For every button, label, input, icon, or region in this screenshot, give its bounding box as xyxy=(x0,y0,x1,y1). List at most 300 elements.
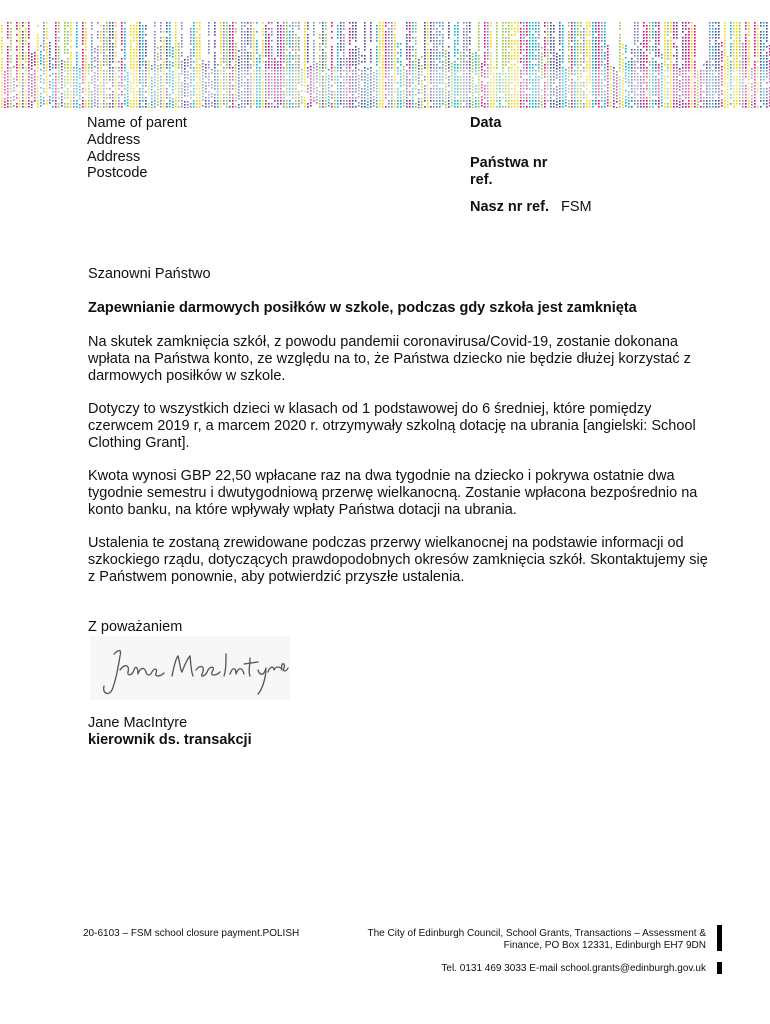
banner-dot xyxy=(529,106,531,108)
banner-dot xyxy=(40,105,42,107)
banner-dot xyxy=(139,67,141,69)
banner-dot xyxy=(37,58,39,60)
banner-dot xyxy=(622,68,624,70)
banner-dot xyxy=(343,37,345,39)
banner-dot xyxy=(139,106,141,108)
banner-dot xyxy=(496,22,498,24)
banner-dot xyxy=(388,61,390,63)
banner-dot xyxy=(1,49,3,51)
banner-dot xyxy=(268,67,270,69)
banner-dot xyxy=(571,34,573,36)
banner-dot xyxy=(298,61,300,63)
banner-dot xyxy=(91,46,93,48)
banner-dot xyxy=(511,106,513,108)
banner-dot xyxy=(343,106,345,108)
banner-dot xyxy=(577,34,579,36)
banner-dot xyxy=(67,22,69,24)
banner-dot xyxy=(268,40,270,42)
banner-dot xyxy=(232,67,234,69)
banner-dot xyxy=(646,49,648,51)
banner-dot xyxy=(409,52,411,54)
banner-dot xyxy=(337,103,339,105)
banner-dot xyxy=(178,64,180,66)
banner-dot xyxy=(265,100,267,102)
banner-dot xyxy=(337,49,339,51)
banner-dot xyxy=(577,61,579,63)
banner-dot xyxy=(277,49,279,51)
banner-dot xyxy=(535,37,537,39)
banner-dot xyxy=(283,46,285,48)
banner-dot xyxy=(46,103,48,105)
banner-dot xyxy=(559,103,561,105)
banner-dot xyxy=(649,46,651,48)
banner-dot xyxy=(262,40,264,42)
banner-dot xyxy=(484,103,486,105)
banner-dot xyxy=(343,28,345,30)
banner-dot xyxy=(304,28,306,30)
banner-dot xyxy=(232,31,234,33)
banner-dot xyxy=(502,43,504,45)
banner-dot xyxy=(655,67,657,69)
banner-dot xyxy=(667,43,669,45)
banner-dot xyxy=(169,46,171,48)
banner-dot xyxy=(448,64,450,66)
banner-dot xyxy=(475,106,477,108)
banner-dot xyxy=(250,22,252,24)
banner-dot xyxy=(646,37,648,39)
banner-dot xyxy=(247,67,249,69)
banner-dot xyxy=(604,64,606,66)
banner-dot xyxy=(70,46,72,48)
banner-dot xyxy=(592,28,594,30)
banner-dot xyxy=(145,100,147,102)
banner-dot xyxy=(286,106,288,108)
banner-dot xyxy=(169,37,171,39)
banner-dot xyxy=(667,67,669,69)
banner-dot xyxy=(664,61,666,63)
banner-dot xyxy=(664,43,666,45)
banner-dot xyxy=(601,58,603,60)
banner-dot xyxy=(250,106,252,108)
banner-dot xyxy=(538,22,540,24)
banner-dot xyxy=(205,103,207,105)
banner-dot xyxy=(598,106,600,108)
banner-dot xyxy=(478,37,480,39)
banner-dot xyxy=(250,40,252,42)
banner-dot xyxy=(478,43,480,45)
banner-dot xyxy=(559,49,561,51)
banner-dot xyxy=(70,31,72,33)
banner-dot xyxy=(583,43,585,45)
banner-dot xyxy=(256,46,258,48)
banner-dot xyxy=(409,61,411,63)
banner-dot xyxy=(367,107,369,108)
banner-dot xyxy=(73,103,75,105)
banner-dot xyxy=(58,49,60,51)
banner-dot xyxy=(76,46,78,48)
banner-dot xyxy=(181,22,183,24)
banner-dot xyxy=(343,100,345,102)
banner-dot xyxy=(574,61,576,63)
banner-dot xyxy=(175,52,177,54)
banner-dot xyxy=(325,103,327,105)
banner-dot xyxy=(634,25,636,27)
banner-dot xyxy=(406,52,408,54)
banner-dot xyxy=(235,106,237,108)
banner-dot xyxy=(475,61,477,63)
banner-dot xyxy=(406,46,408,48)
banner-dot xyxy=(505,58,507,60)
banner-dot xyxy=(562,28,564,30)
banner-dot xyxy=(538,37,540,39)
banner-dot xyxy=(25,106,27,108)
banner-dot xyxy=(460,55,462,57)
banner-dot xyxy=(130,31,132,33)
banner-dot xyxy=(199,103,201,105)
banner-dot xyxy=(229,40,231,42)
banner-dot xyxy=(238,59,240,61)
banner-dot xyxy=(76,64,78,66)
banner-dot xyxy=(190,37,192,39)
banner-dot xyxy=(91,67,93,69)
banner-dot xyxy=(421,104,423,106)
banner-dot xyxy=(139,34,141,36)
banner-dot xyxy=(193,34,195,36)
banner-dot xyxy=(139,28,141,30)
banner-dot xyxy=(493,67,495,69)
banner-dot xyxy=(553,43,555,45)
banner-dot xyxy=(463,52,465,54)
banner-dot xyxy=(373,102,375,104)
banner-dot xyxy=(508,52,510,54)
banner-dot xyxy=(181,64,183,66)
banner-dot xyxy=(70,67,72,69)
banner-dot xyxy=(634,103,636,105)
banner-dot xyxy=(196,100,198,102)
banner-dot xyxy=(70,61,72,63)
banner-dot xyxy=(658,31,660,33)
banner-dot xyxy=(508,31,510,33)
banner-dot xyxy=(667,28,669,30)
banner-dot xyxy=(310,105,312,107)
banner-dot xyxy=(286,100,288,102)
banner-dot xyxy=(28,100,30,102)
banner-dot xyxy=(667,58,669,60)
banner-dot xyxy=(469,31,471,33)
banner-dot xyxy=(511,22,513,24)
banner-dot xyxy=(169,43,171,45)
banner-dot xyxy=(109,28,111,30)
banner-dot xyxy=(469,55,471,57)
banner-dot xyxy=(520,31,522,33)
banner-dot xyxy=(568,22,570,24)
banner-dot xyxy=(133,25,135,27)
banner-dot xyxy=(322,106,324,108)
banner-dot xyxy=(295,52,297,54)
banner-dot xyxy=(37,61,39,63)
banner-dot xyxy=(196,40,198,42)
banner-dot xyxy=(580,64,582,66)
banner-dot xyxy=(427,52,429,54)
banner-dot xyxy=(181,61,183,63)
banner-dot xyxy=(271,55,273,57)
banner-dot xyxy=(394,61,396,63)
banner-dot xyxy=(526,64,528,66)
banner-dot xyxy=(37,67,39,69)
banner-dot xyxy=(541,65,543,67)
banner-dot xyxy=(574,28,576,30)
banner-dot xyxy=(250,64,252,66)
banner-dot xyxy=(304,64,306,66)
banner-dot xyxy=(196,28,198,30)
banner-dot xyxy=(250,28,252,30)
banner-dot xyxy=(196,61,198,63)
banner-dot xyxy=(409,49,411,51)
banner-dot xyxy=(280,55,282,57)
banner-dot xyxy=(607,63,609,65)
banner-dot xyxy=(550,40,552,42)
banner-dot xyxy=(571,49,573,51)
banner-dot xyxy=(424,100,426,102)
banner-dot xyxy=(475,103,477,105)
banner-dot xyxy=(22,25,24,27)
banner-dot xyxy=(109,37,111,39)
banner-dot xyxy=(376,34,378,36)
banner-dot xyxy=(1,61,3,63)
banner-dot xyxy=(289,106,291,108)
banner-dot xyxy=(121,43,123,45)
banner-dot xyxy=(76,34,78,36)
banner-dot xyxy=(280,100,282,102)
banner-dot xyxy=(193,49,195,51)
banner-dot xyxy=(37,64,39,66)
banner-dot xyxy=(634,100,636,102)
banner-dot xyxy=(118,67,120,69)
banner-dot xyxy=(550,67,552,69)
banner-dot xyxy=(136,100,138,102)
banner-dot xyxy=(475,100,477,102)
banner-dot xyxy=(388,49,390,51)
banner-dot xyxy=(355,100,357,102)
banner-dot xyxy=(430,25,432,27)
banner-dot xyxy=(181,46,183,48)
banner-dot xyxy=(445,68,447,70)
banner-dot xyxy=(286,64,288,66)
banner-dot xyxy=(214,58,216,60)
banner-dot xyxy=(544,40,546,42)
banner-dot xyxy=(247,22,249,24)
banner-dot xyxy=(484,55,486,57)
banner-dot xyxy=(142,28,144,30)
banner-dot xyxy=(64,34,66,36)
banner-dot xyxy=(340,67,342,69)
banner-dot xyxy=(322,28,324,30)
banner-dot xyxy=(667,25,669,27)
banner-dot xyxy=(82,106,84,108)
banner-dot xyxy=(169,40,171,42)
banner-dot xyxy=(670,22,672,24)
banner-dot xyxy=(262,31,264,33)
banner-dot xyxy=(142,100,144,102)
banner-dot xyxy=(307,25,309,27)
banner-dot xyxy=(10,28,12,30)
banner-dot xyxy=(355,58,357,60)
banner-dot xyxy=(523,22,525,24)
banner-dot xyxy=(370,22,372,24)
banner-dot xyxy=(361,103,363,105)
banner-dot xyxy=(163,64,165,66)
banner-dot xyxy=(229,106,231,108)
banner-dot xyxy=(544,49,546,51)
banner-dot xyxy=(67,106,69,108)
banner-dot xyxy=(124,28,126,30)
banner-dot xyxy=(568,31,570,33)
banner-dot xyxy=(220,58,222,60)
banner-dot xyxy=(64,43,66,45)
banner-dot xyxy=(220,103,222,105)
banner-dot xyxy=(523,40,525,42)
banner-dot xyxy=(49,57,51,59)
banner-dot xyxy=(43,25,45,27)
banner-dot xyxy=(181,67,183,69)
banner-dot xyxy=(343,46,345,48)
banner-dot xyxy=(325,28,327,30)
banner-dot xyxy=(121,25,123,27)
banner-dot xyxy=(166,58,168,60)
banner-dot xyxy=(448,31,450,33)
banner-dot xyxy=(1,100,3,102)
banner-dot xyxy=(304,100,306,102)
banner-dot xyxy=(436,34,438,36)
banner-dot xyxy=(640,43,642,45)
banner-dot xyxy=(130,43,132,45)
banner-dot xyxy=(637,34,639,36)
banner-dot xyxy=(91,58,93,60)
banner-dot xyxy=(589,40,591,42)
banner-dot xyxy=(322,52,324,54)
banner-dot xyxy=(550,52,552,54)
banner-dot xyxy=(574,106,576,108)
banner-dot xyxy=(343,55,345,57)
banner-dot xyxy=(226,64,228,66)
banner-dot xyxy=(457,25,459,27)
banner-dot xyxy=(289,67,291,69)
banner-dot xyxy=(16,55,18,57)
banner-dot xyxy=(205,67,207,69)
banner-dot xyxy=(85,64,87,66)
banner-dot xyxy=(601,52,603,54)
banner-dot xyxy=(406,28,408,30)
banner-dot xyxy=(445,53,447,55)
banner-dot xyxy=(58,55,60,57)
banner-dot xyxy=(436,22,438,24)
banner-dot xyxy=(454,55,456,57)
banner-dot xyxy=(565,102,567,104)
banner-dot xyxy=(544,100,546,102)
banner-dot xyxy=(556,53,558,55)
banner-dot xyxy=(253,43,255,45)
banner-dot xyxy=(421,68,423,70)
banner-dot xyxy=(646,43,648,45)
banner-dot xyxy=(7,61,9,63)
banner-dot xyxy=(85,103,87,105)
banner-dot xyxy=(67,61,69,63)
banner-dot xyxy=(379,40,381,42)
banner-dot xyxy=(109,67,111,69)
banner-dot xyxy=(208,43,210,45)
banner-dot xyxy=(16,49,18,51)
banner-dot xyxy=(226,28,228,30)
banner-dot xyxy=(664,64,666,66)
banner-dot xyxy=(322,64,324,66)
banner-dot xyxy=(382,64,384,66)
banner-dot xyxy=(10,31,12,33)
banner-dot xyxy=(268,34,270,36)
banner-dot xyxy=(325,40,327,42)
banner-dot xyxy=(238,65,240,67)
banner-dot xyxy=(364,34,366,36)
banner-dot xyxy=(67,67,69,69)
banner-dot xyxy=(445,107,447,108)
banner-dot xyxy=(322,34,324,36)
banner-dot xyxy=(136,106,138,108)
banner-dot xyxy=(34,100,36,102)
banner-dot xyxy=(115,40,117,42)
banner-dot xyxy=(22,40,24,42)
banner-dot xyxy=(19,40,21,42)
banner-dot xyxy=(232,40,234,42)
banner-dot xyxy=(562,49,564,51)
banner-dot xyxy=(265,40,267,42)
banner-dot xyxy=(232,22,234,24)
banner-dot xyxy=(355,37,357,39)
banner-dot xyxy=(340,34,342,36)
banner-dot xyxy=(568,103,570,105)
banner-dot xyxy=(46,34,48,36)
banner-dot xyxy=(169,31,171,33)
banner-dot xyxy=(490,106,492,108)
banner-dot xyxy=(595,58,597,60)
banner-dot xyxy=(133,67,135,69)
banner-dot xyxy=(442,25,444,27)
banner-dot xyxy=(373,105,375,107)
banner-dot xyxy=(100,46,102,48)
banner-dot xyxy=(103,58,105,60)
banner-dot xyxy=(268,37,270,39)
banner-dot xyxy=(655,34,657,36)
banner-dot xyxy=(109,49,111,51)
banner-dot xyxy=(622,65,624,67)
banner-dot xyxy=(643,40,645,42)
banner-dot xyxy=(541,59,543,61)
banner-dot xyxy=(442,103,444,105)
banner-dot xyxy=(598,55,600,57)
banner-dot xyxy=(637,25,639,27)
banner-dot xyxy=(601,22,603,24)
banner-dot xyxy=(649,25,651,27)
banner-dot xyxy=(349,49,351,51)
banner-dot xyxy=(583,49,585,51)
banner-dot xyxy=(55,52,57,54)
banner-dot xyxy=(148,61,150,63)
banner-dot xyxy=(355,49,357,51)
banner-dot xyxy=(214,55,216,57)
banner-dot xyxy=(415,64,417,66)
banner-dot xyxy=(337,52,339,54)
banner-dot xyxy=(667,40,669,42)
banner-dot xyxy=(343,49,345,51)
banner-dot xyxy=(100,25,102,27)
